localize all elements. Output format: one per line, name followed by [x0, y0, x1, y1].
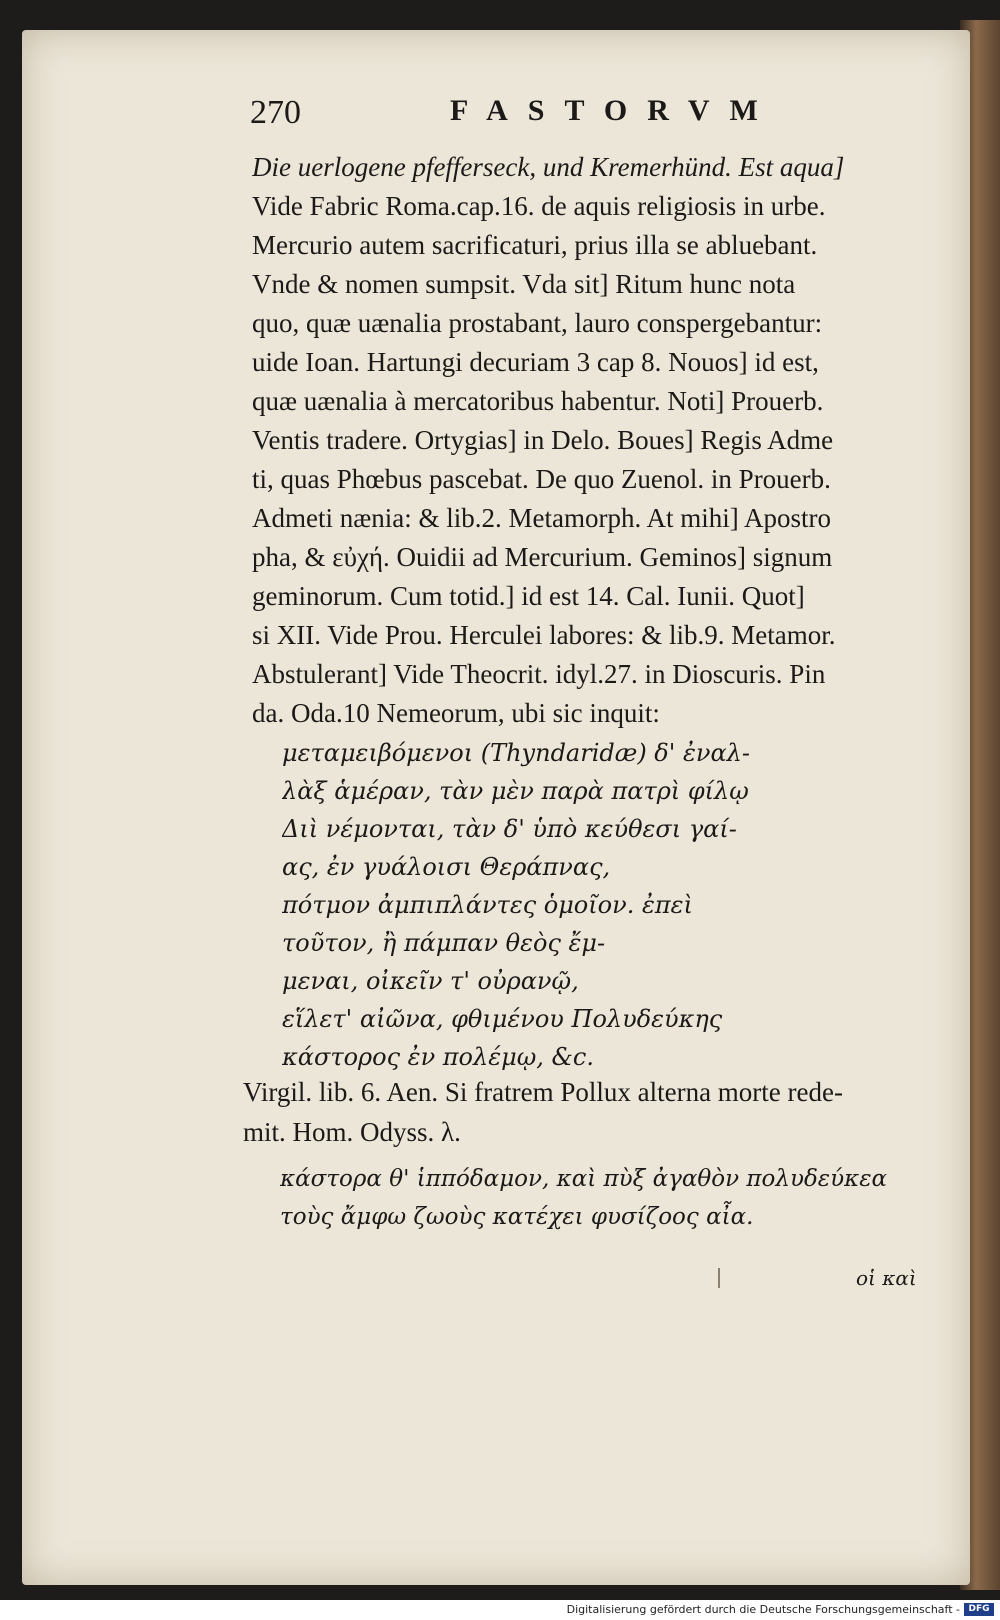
greek-line: κάστορος ἐν πολέμῳ, &c. [282, 1043, 594, 1071]
text-line: da. Oda.10 Nemeorum, ubi sic inquit: [252, 698, 660, 728]
greek-quotation-homer [280, 1160, 940, 1236]
greek-line: μεταμειβόμενοι (Thyndaridæ) δ' ἐναλ- [282, 739, 750, 767]
greek-quotation [282, 734, 922, 1076]
greek-line: λὰξ ἁμέραν, τὰν μὲν παρὰ πατρὶ φίλῳ [282, 777, 749, 805]
text-line: Virgil. lib. 6. Aen. Si fratrem Pollux alterna morte rede- [243, 1077, 843, 1107]
text-line: Vnde & nomen sumpsit. Vda sit] Ritum hunc nota [252, 269, 796, 299]
pencil-mark [718, 1268, 720, 1288]
text-line: quæ uænalia à mercatoribus habentur. Noti] Prouerb. [252, 386, 824, 416]
text-line: Ventis tradere. Ortygias] in Delo. Boues] Regis Adme [252, 425, 834, 455]
greek-line: τοὺς ἄμφω ζωοὺς κατέχει φυσίζοος αἶα. [280, 1204, 754, 1230]
greek-line: πότμον ἀμπιπλάντες ὁμοῖον. ἐπεὶ [282, 891, 693, 919]
footer-credit: Digitalisierung gefördert durch die Deutsche Forschungsgemeinschaft - [566, 1603, 960, 1616]
greek-line: κάστορα θ' ἱππόδαμον, καὶ πὺξ ἀγαθὸν πολυδεύκεα [280, 1166, 888, 1192]
text-line: quo, quæ uænalia prostabant, lauro conspergebantur: [252, 308, 823, 338]
text-line: geminorum. Cum totid.] id est 14. Cal. Iunii. Quot] [252, 581, 805, 611]
text-line: si XII. Vide Prou. Herculei labores: & lib.9. Metamor. [252, 620, 836, 650]
catchword: οἱ καὶ [856, 1266, 917, 1290]
text-line: Mercurio autem sacrificaturi, prius illa se abluebant. [252, 230, 818, 260]
text-line: Abstulerant] Vide Theocrit. idyl.27. in Dioscuris. Pin [252, 659, 826, 689]
text-line: uide Ioan. Hartungi decuriam 3 cap 8. Nouos] id est, [252, 347, 819, 377]
text-line: Vide Fabric Roma.cap.16. de aquis religiosis in urbe. [252, 191, 826, 221]
greek-line: εἵλετ' αἰῶνα, φθιμένου Πολυδεύκης [282, 1005, 723, 1033]
page-header [230, 92, 810, 136]
text-line: pha, & εὐχή. Ouidii ad Mercurium. Geminos] signum [252, 542, 833, 572]
greek-line: τοῦτον, ἢ πάμπαν θεὸς ἔμ- [282, 929, 606, 957]
page-number: 270 [250, 94, 301, 131]
closing-text [243, 1072, 943, 1152]
text-line: Die uerlogene pfefferseck, und Kremerhünd. Est aqua] [252, 152, 845, 182]
dfg-logo: DFG [964, 1603, 994, 1616]
commentary-text [252, 148, 942, 733]
text-line: mit. Hom. Odyss. λ. [243, 1117, 461, 1147]
text-line: ti, quas Phœbus pascebat. De quo Zuenol. in Prouerb. [252, 464, 831, 494]
greek-line: μεναι, οἰκεῖν τ' οὐρανῷ, [282, 967, 579, 995]
text-line: Admeti nænia: & lib.2. Metamorph. At mihi] Apostro [252, 503, 831, 533]
greek-line: ας, ἐν γυάλοισι Θεράπνας, [282, 853, 611, 881]
running-title: FASTORVM [450, 94, 778, 127]
greek-line: Διὶ νέμονται, τὰν δ' ὑπὸ κεύθεσι γαί- [282, 815, 737, 843]
